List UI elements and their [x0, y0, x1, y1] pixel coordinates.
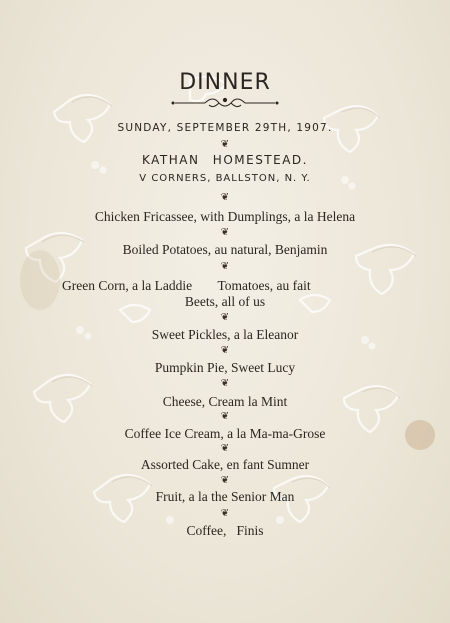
ivy-leaf-icon: ❦	[220, 261, 230, 272]
menu-item: Coffee, Finis	[186, 523, 264, 538]
menu-date: SUNDAY, SEPTEMBER 29TH, 1907.	[117, 122, 333, 134]
menu-item: Cheese, Cream la Mint	[162, 394, 288, 409]
ivy-leaf-icon: ❦	[220, 192, 230, 203]
menu-item: Chicken Fricassee, with Dumplings, a la Helena	[94, 209, 356, 224]
menu-item: Tomatoes, au fait	[217, 278, 311, 293]
ivy-leaf-icon: ❦	[220, 378, 230, 389]
menu-item: Sweet Pickles, a la Eleanor	[151, 327, 299, 342]
menu-item-pair	[62, 278, 382, 294]
venue-address: V CORNERS, BALLSTON, N. Y.	[139, 173, 311, 184]
ivy-leaf-icon: ❦	[220, 475, 230, 486]
ivy-leaf-icon: ❦	[220, 139, 230, 150]
ivy-leaf-icon: ❦	[220, 411, 230, 422]
menu-item: Coffee Ice Cream, a la Ma-ma-Grose	[124, 426, 326, 441]
menu-title: DINNER	[179, 70, 271, 95]
menu-item: Assorted Cake, en fant Sumner	[140, 457, 310, 472]
menu-item: Fruit, a la the Senior Man	[155, 489, 295, 504]
ivy-leaf-icon: ❦	[220, 345, 230, 356]
menu-item: Boiled Potatoes, au natural, Benjamin	[122, 242, 328, 257]
ivy-leaf-icon: ❦	[220, 227, 230, 238]
ivy-leaf-icon: ❦	[220, 508, 230, 519]
ivy-leaf-icon: ❦	[220, 312, 230, 323]
menu-item: Pumpkin Pie, Sweet Lucy	[154, 360, 296, 375]
venue-name: KATHAN HOMESTEAD.	[142, 153, 308, 167]
ivy-leaf-icon: ❦	[220, 443, 230, 454]
scroll-flourish-icon	[0, 96, 450, 115]
menu-item: Green Corn, a la Laddie	[62, 278, 193, 293]
menu-item: Beets, all of us	[184, 294, 266, 309]
